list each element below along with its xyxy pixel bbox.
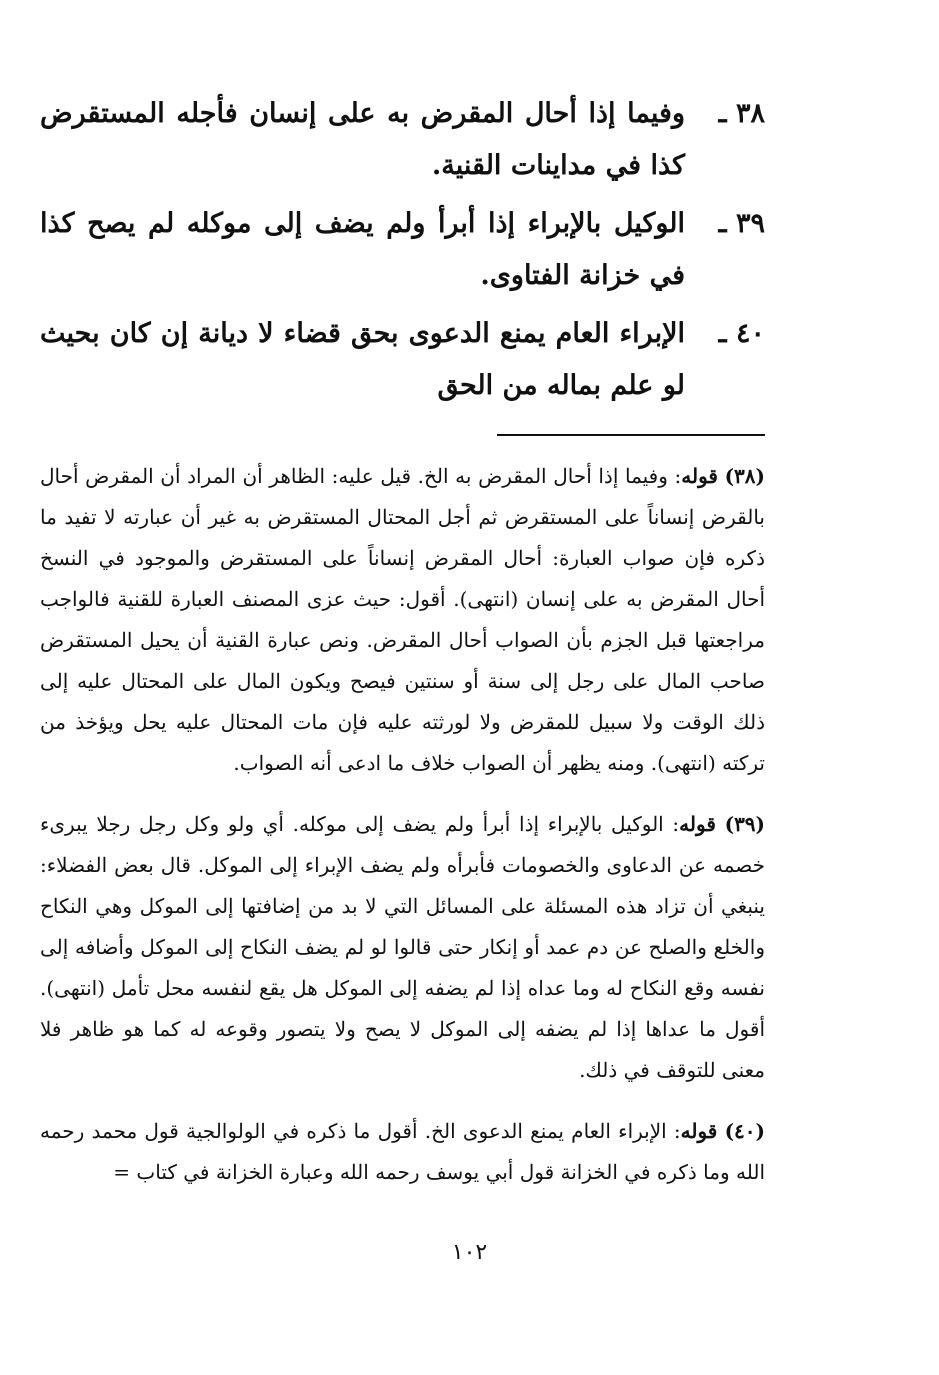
footnote-number: (٣٨) xyxy=(724,464,765,488)
footnote-number: (٤٠) xyxy=(724,1119,765,1143)
item-number: ٤٠ ـ xyxy=(718,318,765,349)
main-item-40 xyxy=(40,308,765,412)
item-number: ٣٨ ـ xyxy=(718,98,765,129)
page-body xyxy=(40,88,765,1193)
footnote-38 xyxy=(40,456,765,784)
main-item-38 xyxy=(40,88,765,192)
footnote-number: (٣٩) xyxy=(724,812,766,836)
footnote-text: : الوكيل بالإبراء إذا أبرأ ولم يضف إلى موكله. أي ولو وكل رجل رجلا يبرىء خصمه عن الدعاوى والخصومات فأبرأه ولم يضف الإبراء إلى الموكل. قال بعض الفضلاء: ينبغي أن تزاد هذه المسئلة على المسائل التي لا بد من إضافتها إلى الموكل وهي النكاح والخلع والصلح عن دم عمد أو إنكار حتى قالوا لو لم يضف النكاح إلى الموكل وأضافه إلى نفسه وقع النكاح له وما عداه إذا لم يضفه إلى الموكل هل يقع لنفسه محل تأمل (انتهى). أقول ما عداها إذا لم يضفه إلى الموكل لا يصح ولا يتصور وقوعه له كما هو ظاهر فلا معنى للتوقف في ذلك. xyxy=(40,812,765,1082)
item-number: ٣٩ ـ xyxy=(718,208,765,239)
footnote-keyword: قوله xyxy=(680,1119,718,1143)
footnote-keyword: قوله xyxy=(679,812,716,836)
footnote-39 xyxy=(40,804,765,1091)
item-text: وفيما إذا أحال المقرض به على إنسان فأجله المستقرض كذا في مداينات القنية. xyxy=(40,98,685,181)
main-item-39 xyxy=(40,198,765,302)
footnote-divider xyxy=(497,434,765,436)
item-text: الوكيل بالإبراء إذا أبرأ ولم يضف إلى موكله لم يصح كذا في خزانة الفتاوى. xyxy=(40,208,685,291)
footnote-keyword: قوله xyxy=(681,464,718,488)
footnote-40 xyxy=(40,1111,765,1193)
footnote-text: : الإبراء العام يمنع الدعوى الخ. أقول ما ذكره في الولوالجية قول محمد رحمه الله وما ذكره في الخزانة قول أبي يوسف رحمه الله وعبارة الخزانة في كتاب = xyxy=(40,1119,765,1184)
item-text: الإبراء العام يمنع الدعوى بحق قضاء لا ديانة إن كان بحيث لو علم بماله من الحق xyxy=(40,318,685,401)
page-number: ١٠٢ xyxy=(451,1240,488,1265)
footnote-text: : وفيما إذا أحال المقرض به الخ. قيل عليه: الظاهر أن المراد أن المقرض أحال بالقرض إنساناً على المستقرض ثم أجل المحتال المستقرض به غير أن عبارته لا تفيد ما ذكره فإن صواب العبارة: أحال المقرض إنساناً على المستقرض والموجود في النسخ أحال المقرض به على إنسان (انتهى). أقول: حيث عزى المصنف العبارة للقنية فالواجب مراجعتها قبل الجزم بأن الصواب أحال المقرض. ونص عبارة القنية أن يحيل المستقرض صاحب المال على رجل إلى سنة أو سنتين فيصح ويكون المال على المحتال عليه إلى ذلك الوقت ولا سبيل للمقرض ولا لورثته عليه فإن مات المحتال عليه يحل ويؤخذ من تركته (انتهى). ومنه يظهر أن الصواب خلاف ما ادعى أنه الصواب. xyxy=(40,464,765,775)
